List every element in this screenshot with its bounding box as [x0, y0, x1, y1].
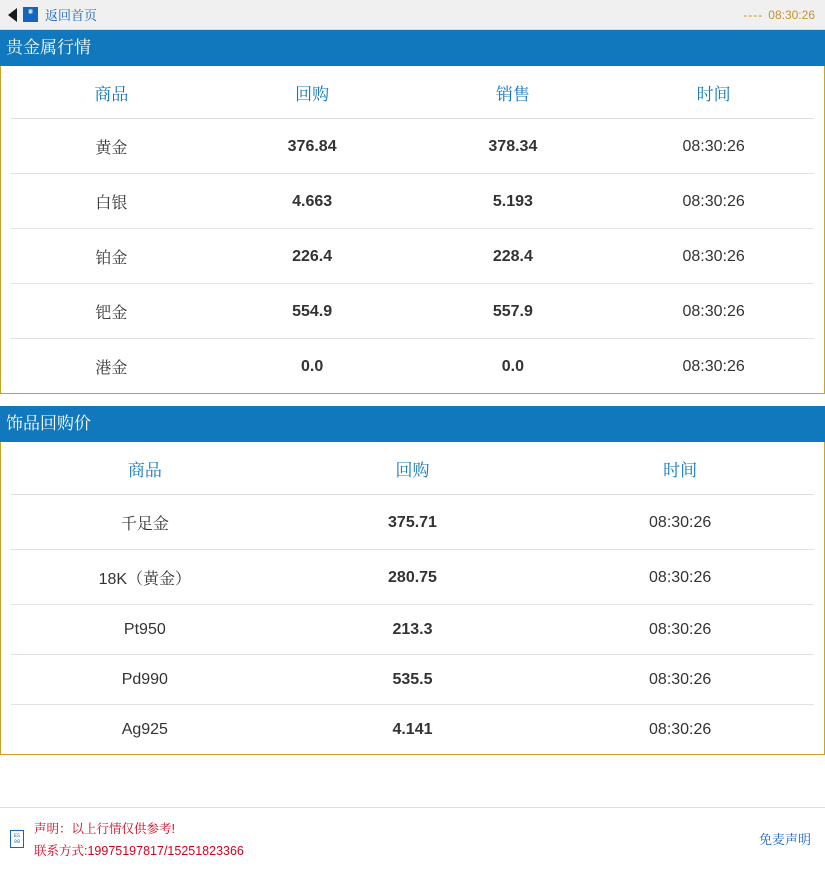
- table-row: [11, 605, 814, 655]
- cell-time: 08:30:26: [682, 357, 745, 375]
- cell-time: 08:30:26: [546, 495, 814, 550]
- cell-buy: 280.75: [279, 550, 547, 605]
- col-header-sell: 销售: [413, 66, 614, 119]
- cell-product: 18K（黄金）: [11, 550, 279, 605]
- footer-bar: [0, 807, 825, 869]
- disclaimer-line: 声明：以上行情仅供参考!: [34, 821, 175, 836]
- col-header-buy: 回购: [279, 442, 547, 495]
- table-header-row: [11, 66, 814, 119]
- metals-section-body: [0, 66, 825, 394]
- cell-time: 08:30:26: [613, 174, 814, 229]
- table-row: [11, 229, 814, 284]
- id-card-icon: ES 00: [10, 830, 24, 848]
- cell-product: 铂金: [11, 229, 212, 284]
- table-row: [11, 284, 814, 339]
- cell-buy: 535.5: [279, 655, 547, 705]
- col-header-time: 时间: [613, 66, 814, 119]
- cell-product: 港金: [95, 360, 128, 377]
- table-row: [11, 495, 814, 550]
- section-divider: [0, 394, 825, 406]
- col-header-product: 商品: [11, 66, 212, 119]
- jewelry-section-title: 饰品回购价: [0, 406, 825, 442]
- disclaimer-link[interactable]: 免麦声明: [758, 832, 811, 847]
- cell-time: 08:30:26: [613, 284, 814, 339]
- cell-product: 黄金: [11, 119, 212, 174]
- table-header-row: [11, 442, 814, 495]
- footer-disclaimer: [34, 819, 759, 859]
- cell-time: 08:30:26: [649, 721, 712, 738]
- table-row: [11, 339, 814, 394]
- jewelry-table: [11, 442, 814, 754]
- cell-sell: 0.0: [501, 357, 524, 375]
- cell-product: 钯金: [11, 284, 212, 339]
- cell-time: 08:30:26: [613, 229, 814, 284]
- table-row: [11, 174, 814, 229]
- top-bar-status: [743, 0, 815, 30]
- cell-buy: 4.663: [212, 174, 413, 229]
- cell-buy: 375.71: [279, 495, 547, 550]
- cell-sell: 378.34: [413, 119, 614, 174]
- current-time: 08:30:26: [768, 8, 815, 22]
- cell-product: 白银: [11, 174, 212, 229]
- table-row: [11, 705, 814, 755]
- cell-sell: 228.4: [413, 229, 614, 284]
- cell-product: Pt950: [11, 605, 279, 655]
- cell-time: 08:30:26: [613, 119, 814, 174]
- cell-product: Pd990: [11, 655, 279, 705]
- cell-time: 08:30:26: [546, 605, 814, 655]
- status-dashes: ----: [743, 8, 764, 22]
- table-row: [11, 655, 814, 705]
- cell-buy: 213.3: [279, 605, 547, 655]
- jewelry-section-body: [0, 442, 825, 755]
- metals-section-title: 贵金属行情: [0, 30, 825, 66]
- col-header-time: 时间: [546, 442, 814, 495]
- cell-time: 08:30:26: [546, 550, 814, 605]
- cell-buy: 554.9: [212, 284, 413, 339]
- table-row: [11, 550, 814, 605]
- cell-product: Ag925: [121, 721, 168, 738]
- cell-buy: 376.84: [212, 119, 413, 174]
- cell-buy: 4.141: [392, 721, 433, 738]
- top-bar: [0, 0, 825, 30]
- col-header-buy: 回购: [212, 66, 413, 119]
- cell-buy: 0.0: [301, 357, 324, 375]
- metals-table: [11, 66, 814, 393]
- back-arrow-icon[interactable]: [8, 8, 17, 22]
- cell-buy: 226.4: [212, 229, 413, 284]
- cell-time: 08:30:26: [546, 655, 814, 705]
- contact-line: 联系方式:19975197817/15251823366: [34, 843, 244, 858]
- back-to-home-link[interactable]: 返回首页: [45, 8, 98, 23]
- cell-product: 千足金: [11, 495, 279, 550]
- cell-sell: 557.9: [413, 284, 614, 339]
- table-row: [11, 119, 814, 174]
- cell-sell: 5.193: [413, 174, 614, 229]
- col-header-product: 商品: [11, 442, 279, 495]
- qr-code-icon[interactable]: ▦: [23, 7, 38, 22]
